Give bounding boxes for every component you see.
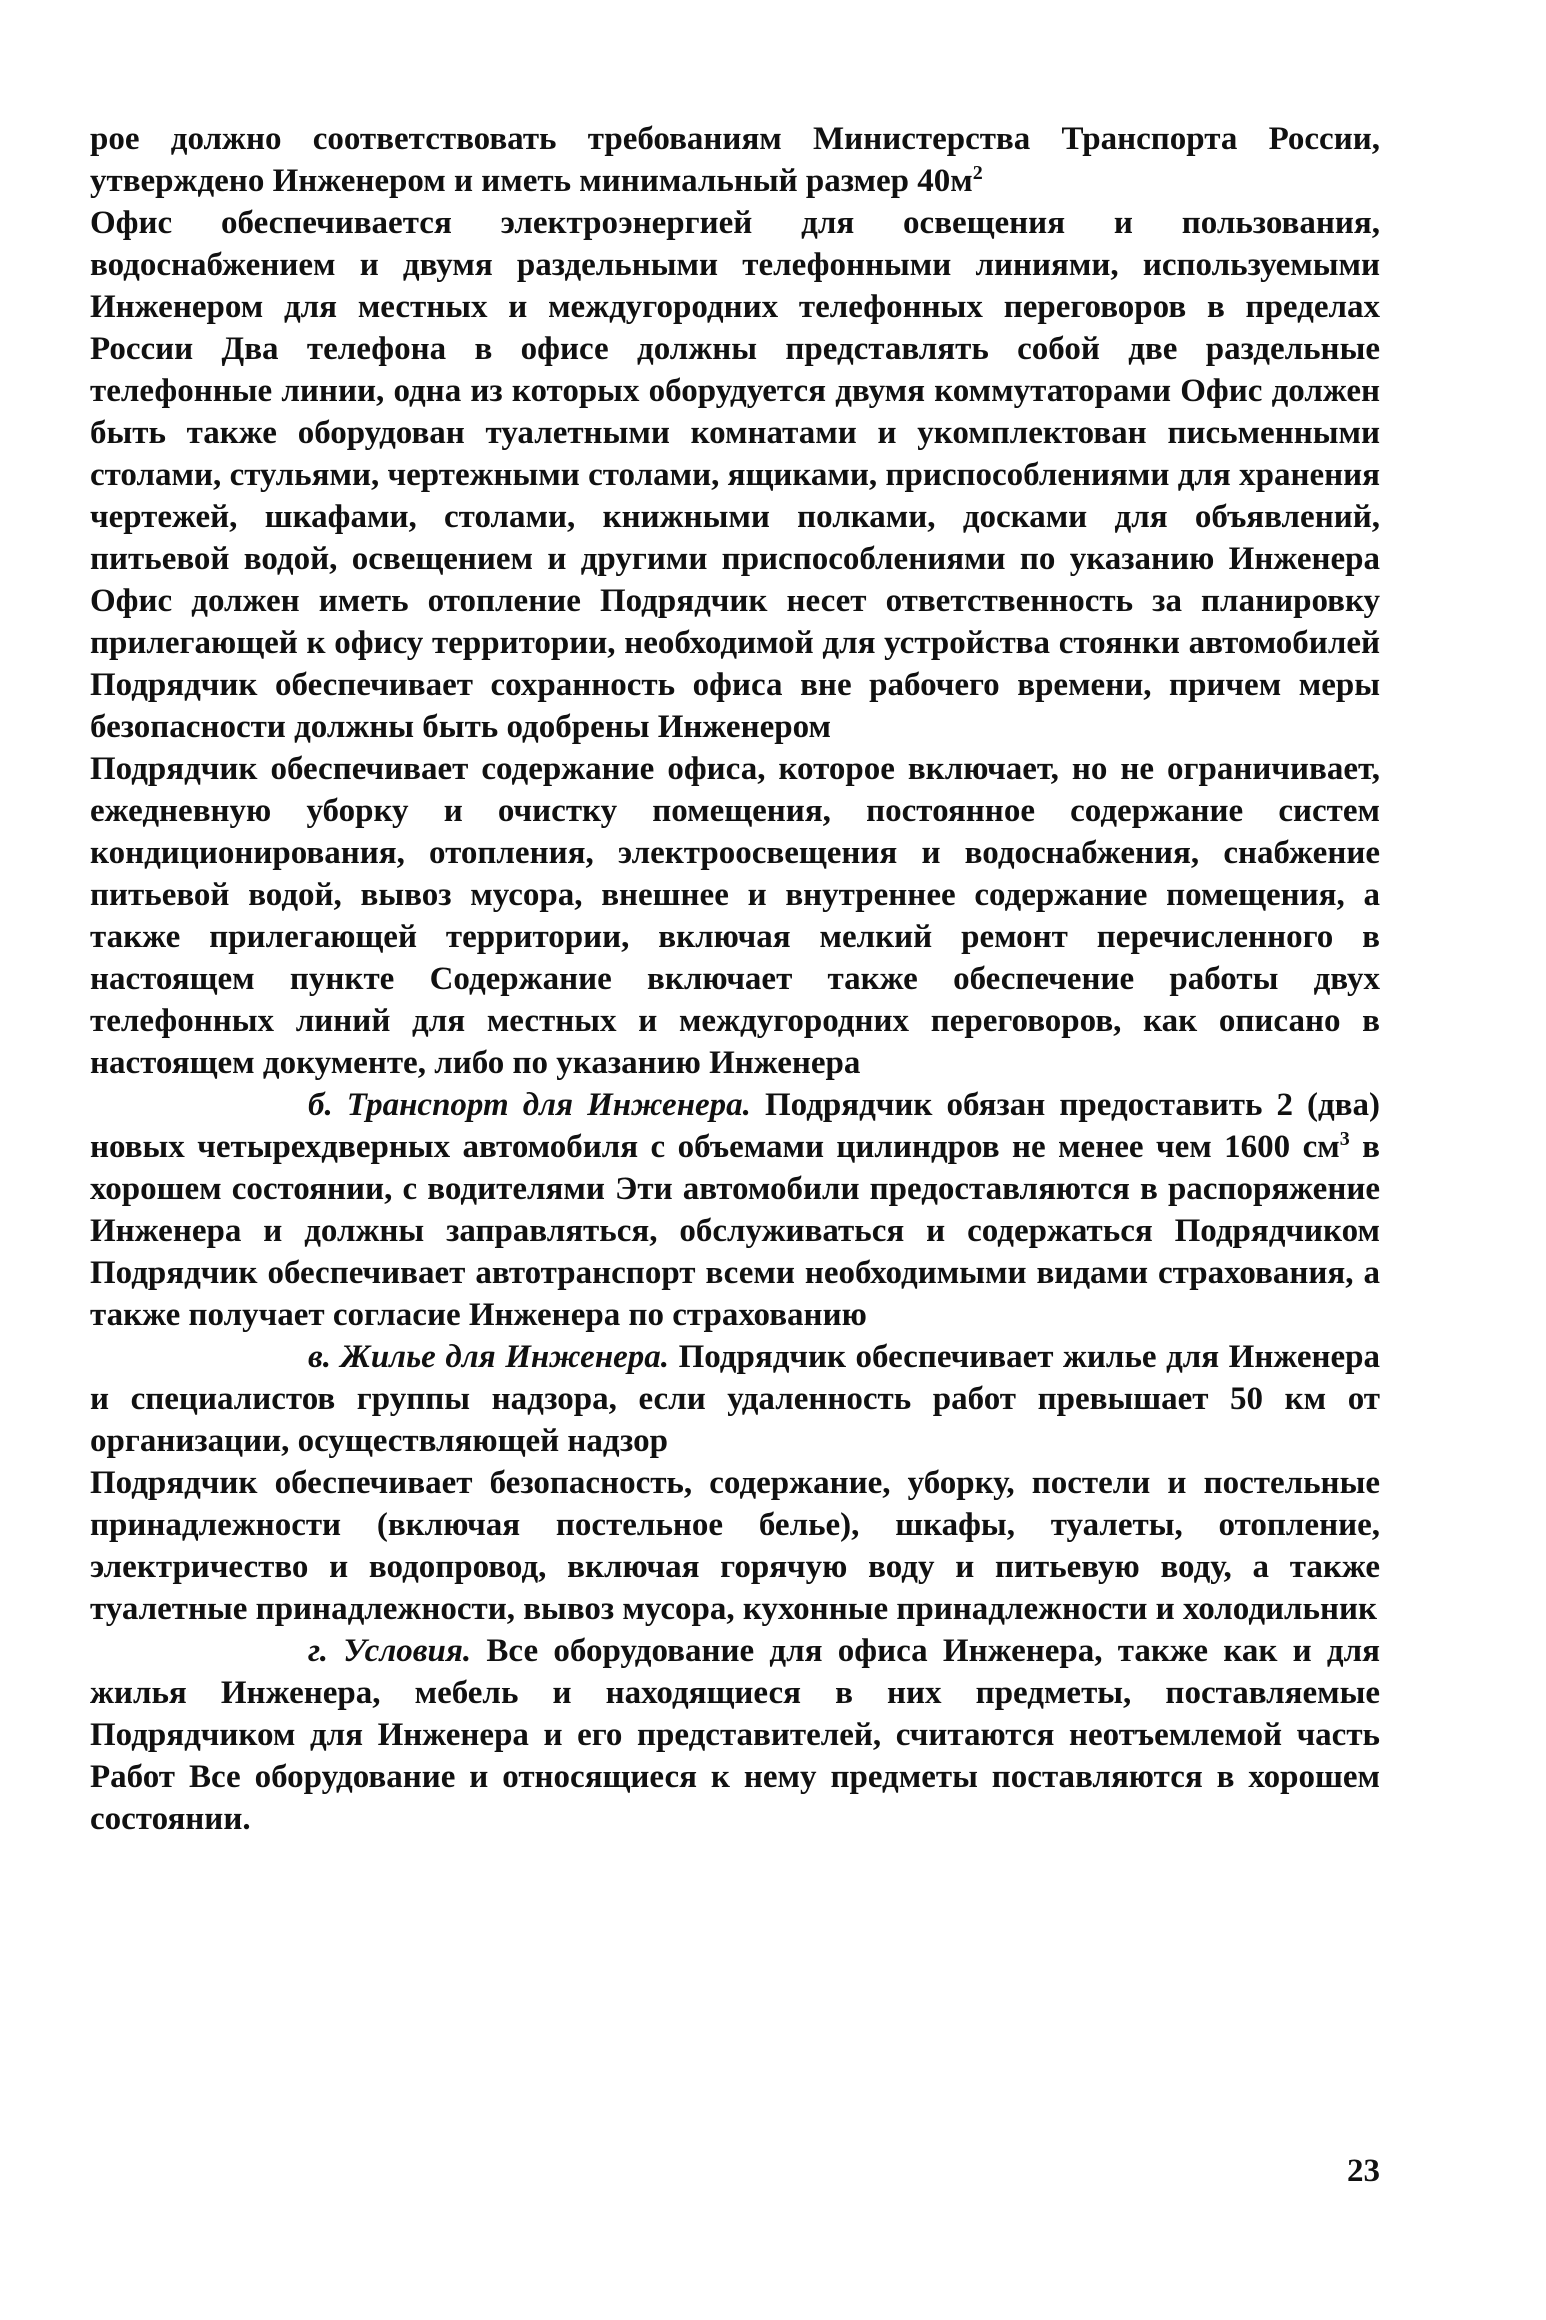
paragraph-housing-details: Подрядчик обеспечивает безопасность, содержание, уборку, постели и постельные принадлежности (включая постельное белье), шкафы, туалеты, отопление, электричество и водопровод, включая горячую воду и питьевую воду, а также туалетные принадлежности, вывоз мусора, кухонные принадлежности и холодильник xyxy=(90,1465,1380,1627)
section-conditions-heading: г. Условия. xyxy=(308,1633,472,1669)
paragraph-office-requirements-text: рое должно соответствовать требованиям Министерства Транспорта России, утверждено Инженером и иметь минимальный размер 40м xyxy=(90,121,1380,199)
paragraph-office-requirements xyxy=(90,118,1380,202)
superscript-square: 2 xyxy=(972,162,983,184)
section-transport-text-1: Подрядчик обязан предоставить 2 (два) новых четырехдверных автомобиля с объемами цилиндров не менее чем 1600 см xyxy=(90,1087,1380,1165)
section-transport-heading: б. Транспорт для Инженера. xyxy=(308,1087,751,1123)
section-conditions xyxy=(90,1630,1380,1840)
page-number: 23 xyxy=(1347,2153,1380,2189)
superscript-cube: 3 xyxy=(1339,1128,1350,1150)
section-housing-heading: в. Жилье для Инженера. xyxy=(308,1339,670,1375)
section-housing-text: Подрядчик обеспечивает жилье для Инженера и специалистов группы надзора, если удаленность работ превышает 50 км от организации, осуществляющей надзор xyxy=(90,1339,1380,1459)
section-conditions-text: Все оборудование для офиса Инженера, также как и для жилья Инженера, мебель и находящиеся в них предметы, поставляемые Подрядчиком для Инженера и его представителей, считаются неотъемлемой часть Работ Все оборудование и относящиеся к нему предметы поставляются в хорошем состоянии. xyxy=(90,1633,1380,1837)
section-transport-text-2: в хорошем состоянии, с водителями Эти автомобили предоставляются в распоряжение Инженера и должны заправляться, обслуживаться и содержаться Подрядчиком Подрядчик обеспечивает автотранспорт всеми необходимыми видами страхования, а также получает согласие Инженера по страхованию xyxy=(90,1129,1380,1333)
paragraph-office-equipment: Офис обеспечивается электроэнергией для освещения и пользования, водоснабжением и двумя раздельными телефонными линиями, используемыми Инженером для местных и междугородних телефонных переговоров в пределах России Два телефона в офисе должны представлять собой две раздельные телефонные линии, одна из которых оборудуется двумя коммутаторами Офис должен быть также оборудован туалетными комнатами и укомплектован письменными столами, стульями, чертежными столами, ящиками, приспособлениями для хранения чертежей, шкафами, столами, книжными полками, досками для объявлений, питьевой водой, освещением и другими приспособлениями по указанию Инженера Офис должен иметь отопление Подрядчик несет ответственность за планировку прилегающей к офису территории, необходимой для устройства стоянки автомобилей Подрядчик обеспечивает сохранность офиса вне рабочего времени, причем меры безопасности должны быть одобрены Инженером xyxy=(90,205,1380,745)
document-body xyxy=(90,118,1380,1840)
section-housing xyxy=(90,1336,1380,1462)
paragraph-office-maintenance: Подрядчик обеспечивает содержание офиса, которое включает, но не ограничивает, ежедневную уборку и очистку помещения, постоянное содержание систем кондиционирования, отопления, электроосвещения и водоснабжения, снабжение питьевой водой, вывоз мусора, внешнее и внутреннее содержание помещения, а также прилегающей территории, включая мелкий ремонт перечисленного в настоящем пункте Содержание включает также обеспечение работы двух телефонных линий для местных и междугородних переговоров, как описано в настоящем документе, либо по указанию Инженера xyxy=(90,751,1380,1081)
section-transport xyxy=(90,1084,1380,1336)
